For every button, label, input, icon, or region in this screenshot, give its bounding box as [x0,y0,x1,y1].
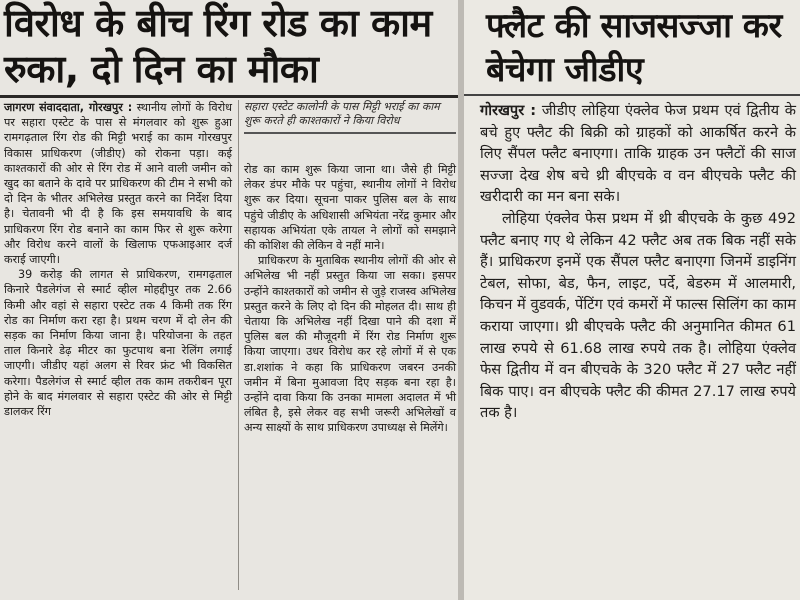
flat-decor-body [480,100,796,424]
headline-rule-right [464,94,800,96]
column-separator [238,100,239,590]
flat-decor-para2: लोहिया एंक्लेव फेस प्रथम में थ्री बीएचके के कुछ 492 फ्लैट बनाए गए थे लेकिन 42 फ्लैट अब तक बिक नहीं सके हैं। प्राधिकरण इनमें एक सैंपल फ्लैट बनाएगा जिनमें डाइनिंग टेबल, सोफा, बेड, फैन, लाइट, पर्दे, बेडरुम में आलमारी, किचन में वुडवर्क, पेंटिंग एवं कमरों में फाल्स सिलिंग का काम कराया जाएगा। थ्री बीएचके फ्लैट की अनुमानित कीमत 61 लाख रुपये से 61.68 लाख रुपये तक है। लोहिया एंक्लेव फेस द्वितीय में वन बीएचके के 320 फ्लैट में 27 फ्लैट नहीं बिक पाए। वन बीएचके फ्लैट की कीमत 27.17 लाख रुपये तक है। [480,209,796,422]
ring-road-column-1 [4,100,232,419]
ring-road-pull-quote: सहारा एस्टेट कालोनी के पास मिट्टी भराई का काम शुरू करते ही काश्तकारों ने किया विरोध [244,100,456,134]
ring-road-col1-para1: स्थानीय लोगों के विरोध पर सहारा एस्टेट के पास से मंगलवार को शुरू हुआ रामगढ़ताल रिंग रोड की मिट्टी भराई का काम गोरखपुर विकास प्राधिकरण (जीडीए) को रोकना पड़ा। कई काश्तकारों की ओर से रिंग रोड में आने वाली जमीन को खुद का बताने के दावे पर प्राधिकरण की टीम ने सभी को दो दिन के भीतर अभिलेख प्रस्तुत करने का निर्देश दिया है। चेतावनी भी दी है कि इस समयावधि के बाद प्राधिकरण रिंग रोड बनाने का काम फिर से शुरू करेगा और विरोध करने वालों के खिलाफ एफआइआर दर्ज कराई जाएगी। [4,101,232,267]
flat-decor-headline: फ्लैट की साजसज्जा कर बेचेगा जीडीए [486,6,782,90]
ring-road-dateline: जागरण संवाददाता, गोरखपुर : [4,101,133,114]
ring-road-col2-para2: प्राधिकरण के मुताबिक स्थानीय लोगों की ओर से अभिलेख भी नहीं प्रस्तुत किया जा सका। इसपर उन्होंने काश्तकारों को जमीन से जुड़े राजस्व अभिलेख प्रस्तुत करने के लिए दो दिन की मोहलत दी। साथ ही चेताया कि अभिलेख नहीं दिखा पाने की दशा में पुलिस बल की मौजूदगी में रिंग रोड निर्माण शुरू किया जाएगा। उधर विरोध कर रहे लोगों में से एक डा.शशांक ने कहा कि प्राधिकरण जबरन उनकी जमीन में बिना मुआवजा दिए सड़क बना रहा है। उन्होंने दावा किया कि उनका मामला अदालत में भी लंबित है, इसे लेकर वह सभी जरूरी अभिलेखों व अन्य साक्ष्यों के साथ प्राधिकरण उपाध्यक्ष से मिलेंगे। [244,254,456,435]
flat-decor-para1: जीडीए लोहिया एंक्लेव फेज प्रथम एवं द्वितीय के बचे हुए फ्लैट की बिक्री को ग्राहकों को आकर्षित करने के लिए सैंपल फ्लैट बनाएगा। ताकि ग्राहक उन फ्लैटों की साज सज्जा देख शेष बचे थ्री बीएचके व वन बीएचके फ्लैट की खरीदारी का मन बना सके। [480,102,797,206]
flat-decor-article [464,0,800,600]
headline-rule [0,95,458,98]
ring-road-column-2 [244,162,456,436]
ring-road-col2-para1: रोड का काम शुरू किया जाना था। जैसे ही मिट्टी लेकर डंपर मौके पर पहुंचा, स्थानीय लोगों ने विरोध शुरू कर दिया। सूचना पाकर पुलिस बल के साथ पहुंचे जीडीए के अधिशासी अभियंता नरेंद्र कुमार और सहायक अभियंता एके तायल ने लोगों को समझाने की कोशिश की लेकिन वे नहीं माने। [244,163,456,253]
flat-decor-dateline: गोरखपुर : [480,102,537,119]
ring-road-headline: विरोध के बीच रिंग रोड का काम रुका, दो दिन का मौका [4,1,432,91]
ring-road-col1-para2: 39 करोड़ की लागत से प्राधिकरण, रामगढ़ताल किनारे पैडलेगंज से स्मार्ट व्हील मोहद्दीपुर तक 2.66 किमी और वहां से सहारा एस्टेट तक 4 किमी तक रिंग रोड का निर्माण करा रहा है। प्रथम चरण में दो लेन की सड़क का निर्माण किया जाना है। परियोजना के तहत ताल किनारे डेढ़ मीटर का फुटपाथ बना रेलिंग लगाई जाएगी। जीडीए यहां अलग से रिवर फ्रंट भी विकसित करेगा। पैडलेगंज से स्मार्ट व्हील तक काम तकरीबन पूरा होने के बाद मंगलवार से सहारा एस्टेट की ओर से मिट्टी डालकर रिंग [4,268,232,419]
